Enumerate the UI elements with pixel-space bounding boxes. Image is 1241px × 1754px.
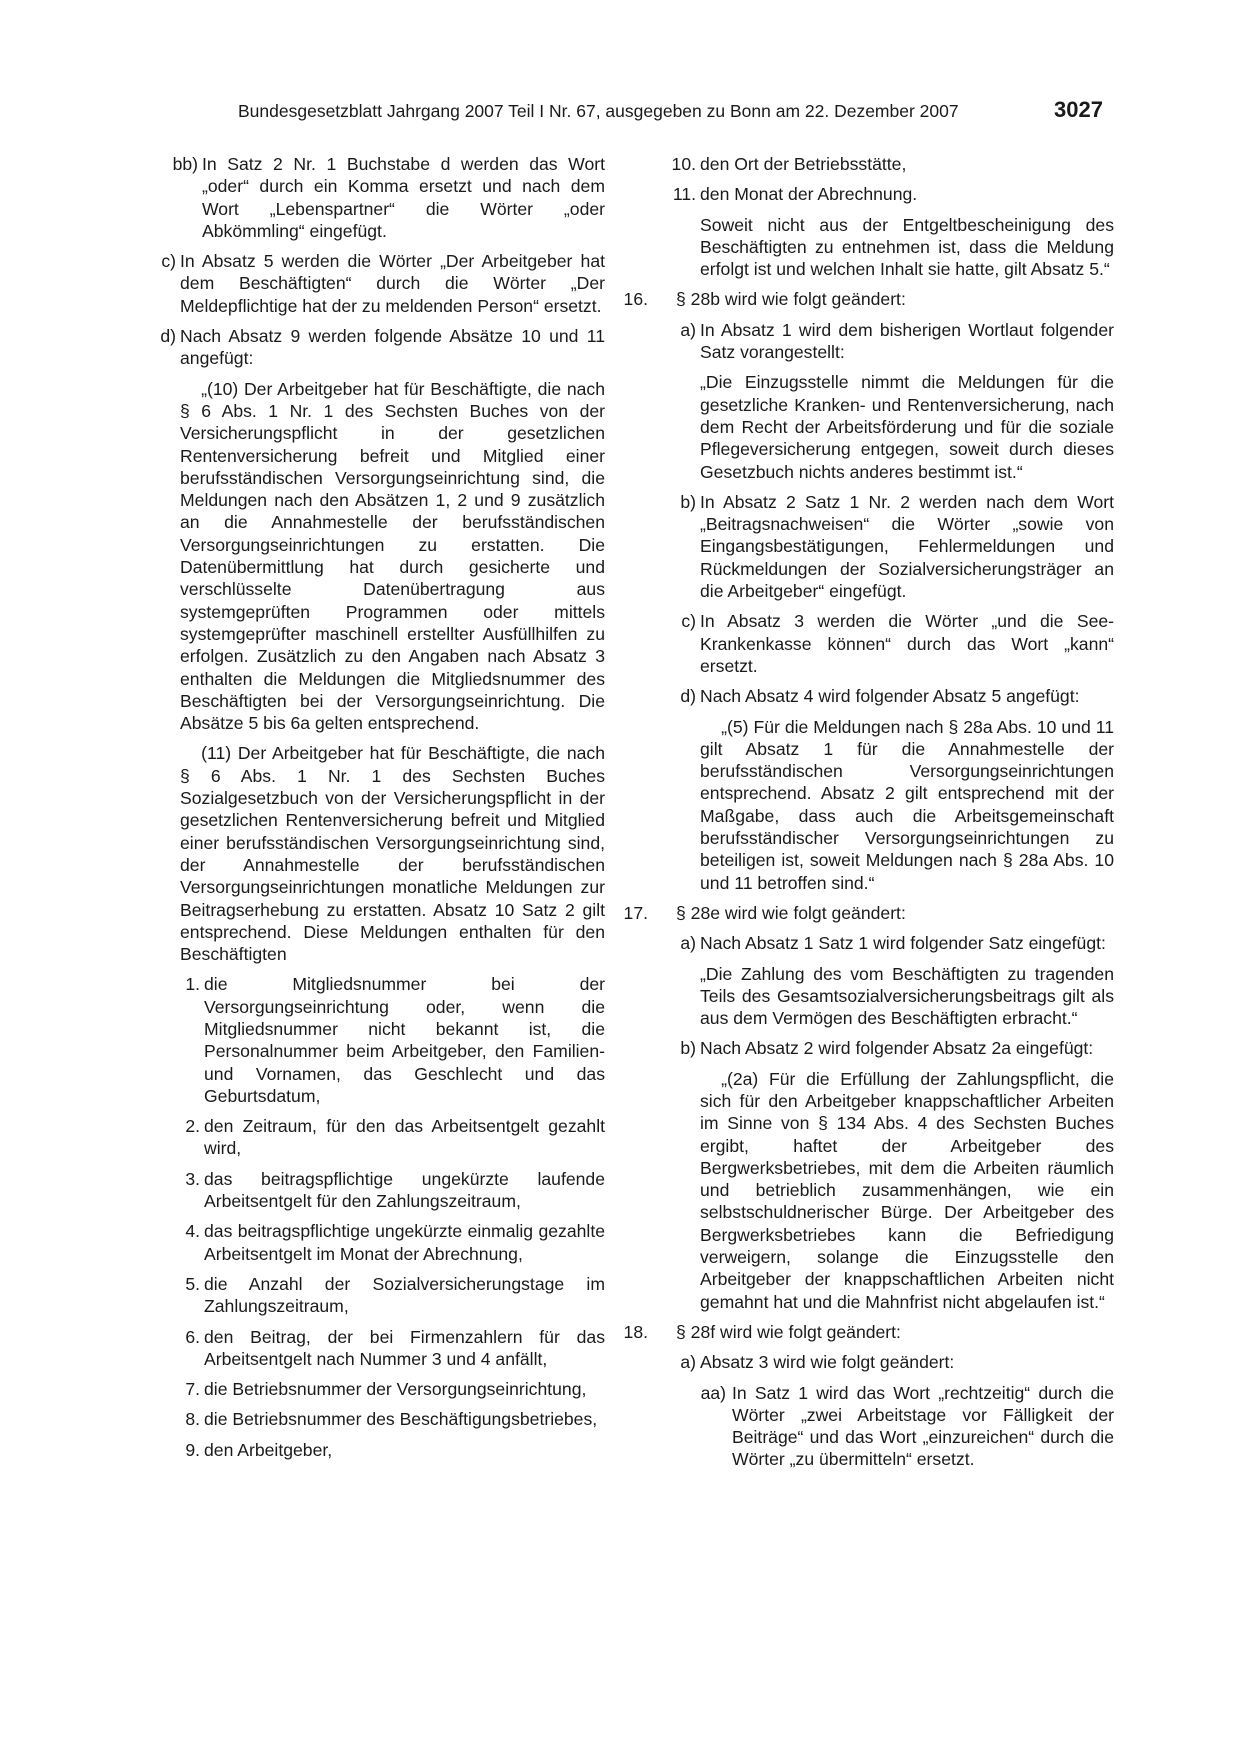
item-text: den Ort der Betriebsstätte, <box>700 154 907 174</box>
item-16 <box>623 288 1114 310</box>
item-16a <box>628 319 1114 364</box>
item-text: Nach Absatz 4 wird folgender Absatz 5 angefügt: <box>700 686 1080 707</box>
item-label: b) <box>680 1038 696 1059</box>
item-text: den Zeitraum, für den das Arbeitsentgelt gezahlt wird, <box>204 1116 605 1159</box>
list-item <box>180 1408 605 1430</box>
item-text: In Absatz 3 werden die Wörter „und die See-Krankenkasse können“ durch das Wort „kann“ ersetzt. <box>700 611 1114 676</box>
item-label: a) <box>680 933 696 954</box>
list-item <box>628 153 1114 175</box>
list-item <box>180 973 605 1107</box>
list-item <box>180 1439 605 1461</box>
item-text: die Betriebsnummer der Versorgungseinrichtung, <box>204 1379 587 1400</box>
item-text: § 28e wird wie folgt geändert: <box>676 902 906 923</box>
list-item <box>180 1326 605 1371</box>
item-label: 3. <box>185 1168 200 1189</box>
item-label: b) <box>680 491 696 512</box>
right-column <box>623 153 1114 1479</box>
item-text: § 28f wird wie folgt geändert: <box>676 1321 901 1342</box>
item-bb <box>172 153 605 242</box>
quote-17a: „Die Zahlung des vom Beschäftigten zu tragenden Teils des Gesamtsozialversicherungsbeitrags gilt als aus dem Vermögen des Beschäftigten erbracht.“ <box>700 963 1114 1029</box>
absatz-11: (11) Der Arbeitgeber hat für Beschäftigte, die nach § 6 Abs. 1 Nr. 1 des Sechsten Buches Sozialgesetzbuch von der Versicherungspflicht in der gesetzlichen Rentenversicherung befreit und Mitglied einer berufsständischen Versorgungseinrichtung sind, der Annahmestelle der berufsständischen Versorgungseinrichtungen monatliche Meldungen zur Beitragserhebung zu erstatten. Absatz 10 Satz 2 gilt entsprechend. Diese Meldungen enthalten für den Beschäftigten <box>180 743 605 965</box>
item-label: 16. <box>623 289 648 310</box>
item-label: a) <box>680 1352 696 1373</box>
list-item <box>180 1168 605 1213</box>
item-label: aa) <box>700 1382 726 1403</box>
item-label: 9. <box>185 1439 200 1460</box>
item-text: Nach Absatz 9 werden folgende Absätze 10 und 11 angefügt: <box>180 326 605 369</box>
item-17 <box>623 902 1114 924</box>
item-label: 18. <box>623 1321 648 1342</box>
list-item <box>180 1220 605 1265</box>
item-label: 5. <box>185 1273 200 1294</box>
list-item <box>180 1273 605 1318</box>
list-item <box>180 1378 605 1400</box>
list-item <box>628 183 1114 205</box>
item-18aa <box>628 1382 1114 1471</box>
item-text: Absatz 3 wird wie folgt geändert: <box>700 1352 955 1373</box>
item-label: 4. <box>185 1221 200 1242</box>
left-column <box>160 153 605 1469</box>
item-text: den Monat der Abrechnung. <box>700 184 918 205</box>
item-label: 10. <box>671 154 696 174</box>
item-18 <box>623 1321 1114 1343</box>
item-label: 1. <box>185 974 200 995</box>
item-label: 2. <box>185 1116 200 1137</box>
item-label: d) <box>680 686 696 707</box>
item-label: 8. <box>185 1409 200 1430</box>
item-16c <box>628 610 1114 677</box>
item-text: In Satz 2 Nr. 1 Buchstabe d werden das Wort „oder“ durch ein Komma ersetzt und nach dem Wort „Lebenspartner“ die Wörter „oder Abkömmling“ eingefügt. <box>202 154 605 241</box>
item-label: 7. <box>185 1379 200 1400</box>
item-text: In Absatz 2 Satz 1 Nr. 2 werden nach dem Wort „Beitragsnachweisen“ die Wörter „sowie von Eingangsbestätigungen, Fehlermeldungen und Rückmeldungen der Sozialversicherungsträger an die Arbeitgeber“ eingefügt. <box>700 491 1114 602</box>
soweit-paragraph: Soweit nicht aus der Entgeltbescheinigung des Beschäftigten zu entnehmen ist, dass die Meldung erfolgt ist und welchen Inhalt sie hatte, gilt Absatz 5.“ <box>700 214 1114 280</box>
item-text: Nach Absatz 1 Satz 1 wird folgender Satz eingefügt: <box>700 933 1106 954</box>
item-text: die Mitgliedsnummer bei der Versorgungseinrichtung oder, wenn die Mitgliedsnummer nicht bekannt ist, die Personalnummer beim Arbeitgeber, den Familien- und Vornamen, das Geschlecht und das Geburtsdatum, <box>204 974 605 1106</box>
absatz-10: „(10) Der Arbeitgeber hat für Beschäftigte, die nach § 6 Abs. 1 Nr. 1 des Sechsten Buches von der Versicherungspflicht in der gesetzlichen Rentenversicherung befreit und Mitglied einer berufsständischen Versorgungseinrichtung sind, die Meldungen nach den Absätzen 1, 2 und 9 zusätzlich an die Annahmestelle der berufsständischen Versorgungseinrichtungen zu erstatten. Die Datenübermittlung hat durch gesicherte und verschlüsselte Datenübertragung aus systemgeprüften Programmen oder mittels systemgeprüfter maschinell erstellter Ausfüllhilfen zu erfolgen. Zusätzlich zu den Angaben nach Absatz 3 enthalten die Meldungen die Mitgliedsnummer des Beschäftigten bei der Versorgungseinrichtung. Die Absätze 5 bis 6a gelten entsprechend. <box>180 378 605 734</box>
item-label: c) <box>681 611 696 632</box>
item-text: In Satz 1 wird das Wort „rechtzeitig“ durch die Wörter „zwei Arbeitstage vor Fälligkeit der Beiträge“ und das Wort „einzureichen“ durch die Wörter „zu übermitteln“ ersetzt. <box>732 1382 1114 1470</box>
item-text: den Arbeitgeber, <box>204 1439 333 1460</box>
item-text: Nach Absatz 2 wird folgender Absatz 2a eingefügt: <box>700 1038 1094 1059</box>
item-16d <box>628 685 1114 707</box>
list-item <box>180 1115 605 1160</box>
item-label: 6. <box>185 1326 200 1347</box>
item-label: bb) <box>172 154 198 174</box>
quote-16a: „Die Einzugsstelle nimmt die Meldungen für die gesetzliche Kranken- und Rentenversicherung, nach dem Recht der Arbeitsförderung und für die soziale Pflegeversicherung entgegen, soweit durch dieses Gesetzbuch nichts anderes bestimmt ist.“ <box>700 372 1114 482</box>
item-16b <box>628 491 1114 602</box>
item-label: 11. <box>672 184 696 205</box>
item-17a <box>628 932 1114 954</box>
item-18a <box>628 1351 1114 1373</box>
item-c <box>161 250 605 317</box>
item-label: 17. <box>623 902 648 923</box>
item-label: c) <box>161 251 176 272</box>
item-17b <box>628 1037 1114 1059</box>
quote-16d: „(5) Für die Meldungen nach § 28a Abs. 10 und 11 gilt Absatz 1 für die Annahmestelle der berufsständischen Versorgungseinrichtungen entsprechend. Absatz 2 gilt entsprechend mit der Maßgabe, dass auch die Arbeitsgemeinschaft berufsständischer Versorgungseinrichtungen zu beteiligen ist, soweit Meldungen nach § 28a Abs. 10 und 11 betroffen sind.“ <box>700 716 1114 893</box>
item-text: den Beitrag, der bei Firmenzahlern für das Arbeitsentgelt nach Nummer 3 und 4 anfällt, <box>204 1326 605 1369</box>
item-text: die Anzahl der Sozialversicherungstage im Zahlungszeitraum, <box>204 1273 605 1317</box>
page-number: 3027 <box>1054 97 1103 122</box>
item-text: das beitragspflichtige ungekürzte laufende Arbeitsentgelt für den Zahlungszeitraum, <box>204 1168 605 1212</box>
item-label: a) <box>680 319 696 340</box>
page-header: Bundesgesetzblatt Jahrgang 2007 Teil I Nr. 67, ausgegeben zu Bonn am 22. Dezember 2007 <box>238 101 959 121</box>
quote-17b: „(2a) Für die Erfüllung der Zahlungspflicht, die sich für den Arbeitgeber knappschaftlicher Arbeiten im Sinne von § 134 Abs. 4 des Sechsten Buches ergibt, haftet der Arbeitgeber des Bergwerksbetriebes, mit dem die Arbeiten räumlich und betrieblich zusammenhängen, wie ein selbstschuldnerischer Bürge. Der Arbeitgeber des Bergwerksbetriebes kann die Befriedigung verweigern, solange die Einzugsstelle den Arbeitgeber der knappschaftlichen Arbeiten nicht gemahnt hat und die Mahnfrist nicht abgelaufen ist.“ <box>700 1068 1114 1312</box>
item-text: In Absatz 1 wird dem bisherigen Wortlaut folgender Satz vorangestellt: <box>700 319 1114 363</box>
item-text: das beitragspflichtige ungekürzte einmalig gezahlte Arbeitsentgelt im Monat der Abrechnung, <box>204 1221 605 1264</box>
item-d <box>160 325 605 370</box>
item-text: die Betriebsnummer des Beschäftigungsbetriebes, <box>204 1409 598 1430</box>
item-text: In Absatz 5 werden die Wörter „Der Arbeitgeber hat dem Beschäftigten“ durch die Wörter „Der Meldepflichtige hat der zu meldenden Person“ ersetzt. <box>180 251 605 316</box>
item-label: d) <box>160 326 176 347</box>
item-text: § 28b wird wie folgt geändert: <box>676 289 906 310</box>
